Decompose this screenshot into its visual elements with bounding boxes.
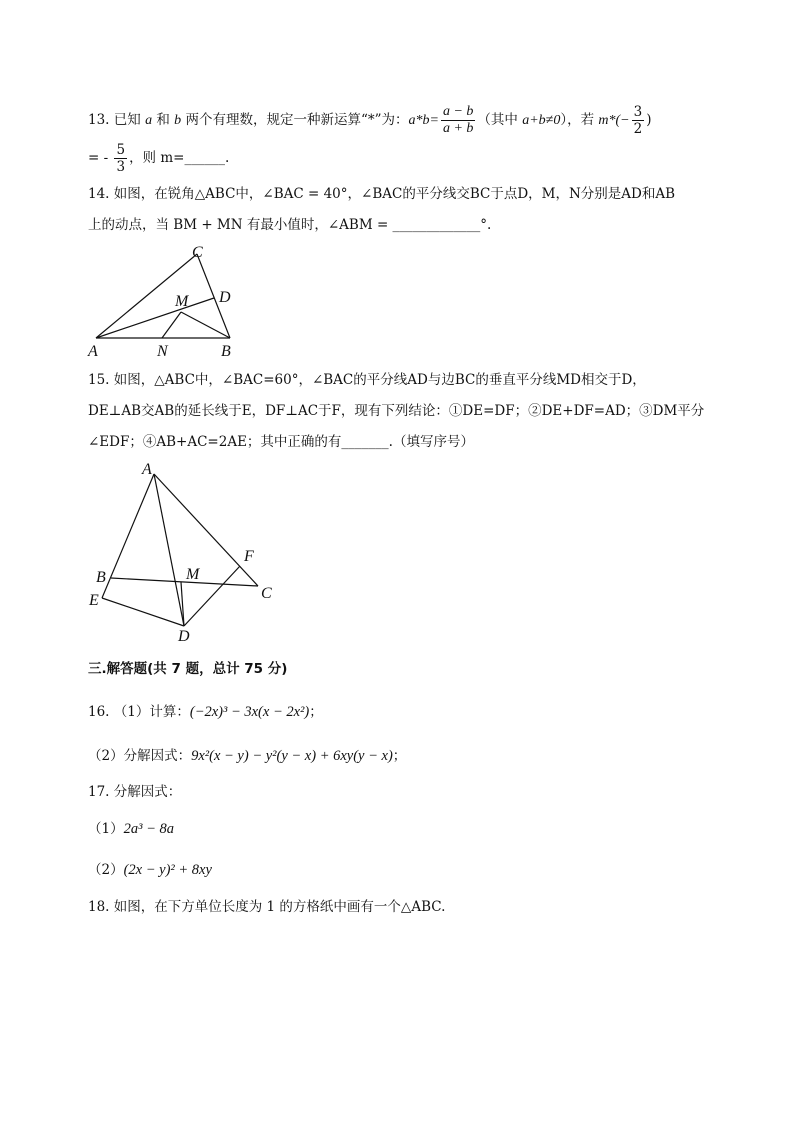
- label-M: M: [175, 293, 189, 310]
- label-C: C: [192, 244, 203, 261]
- label-A: A: [88, 343, 98, 360]
- q13-fraction-3-2: $\frac{3}{2}$: [633, 104, 643, 137]
- label-F: F: [244, 548, 254, 565]
- label-N: N: [157, 343, 168, 360]
- label-M: M: [186, 566, 200, 583]
- label-D: D: [178, 628, 190, 645]
- section-heading: 三.解答题(共 7 题，总计 75 分): [88, 661, 288, 677]
- q13-fraction: $\frac{a - b}{a + b}$: [442, 104, 474, 136]
- q14-line1: 14. 如图，在锐角△ABC中，∠BAC = 40°，∠BAC的平分线交BC于点D，M，N分别是AD和AB: [88, 186, 676, 202]
- q13-line1: 13. 已知 a 和 b 两个有理数，规定一种新运算“*”为：a*b= $\frac{a - b}{a + b}$ （其中 a+b≠0），若 m*(− $\frac{3}{2}$ ): [88, 104, 652, 137]
- label-E: E: [89, 592, 99, 609]
- q17-part1: （1）2a³ − 8a: [88, 821, 174, 837]
- q13-line2: = - $\frac{5}{3}$ ，则 m=______.: [88, 142, 230, 175]
- q13-fraction-5-3: $\frac{5}{3}$: [116, 142, 126, 175]
- q17-title: 17. 分解因式：: [88, 784, 182, 800]
- label-B: B: [96, 569, 106, 586]
- figure-14-triangle: [80, 238, 250, 363]
- q16-part2: （2）分解因式：9x²(x − y) − y²(y − x) + 6xy(y − x)；: [88, 748, 407, 764]
- q16-part1: 16. （1）计算：(−2x)³ − 3x(x − 2x²)；: [88, 704, 323, 720]
- q15-line3: ∠EDF；④AB+AC=2AE；其中正确的有_______.（填写序号）: [88, 434, 474, 450]
- label-D: D: [219, 289, 231, 306]
- q15-line2: DE⊥AB交AB的延长线于E，DF⊥AC于F，现有下列结论：①DE=DF；②DE+DF=AD；③DM平分: [88, 403, 705, 419]
- label-C: C: [261, 585, 272, 602]
- q17-part2: （2）(2x − y)² + 8xy: [88, 862, 212, 878]
- label-B: B: [221, 343, 231, 360]
- label-A: A: [142, 461, 152, 478]
- q15-line1: 15. 如图，△ABC中，∠BAC=60°，∠BAC的平分线AD与边BC的垂直平分线MD相交于D，: [88, 372, 646, 388]
- q18-text: 18. 如图，在下方单位长度为 1 的方格纸中画有一个△ABC.: [88, 899, 446, 915]
- figure-15-triangle: [80, 458, 290, 648]
- q14-line2: 上的动点，当 BM + MN 有最小值时，∠ABM = _____________°.: [88, 217, 492, 233]
